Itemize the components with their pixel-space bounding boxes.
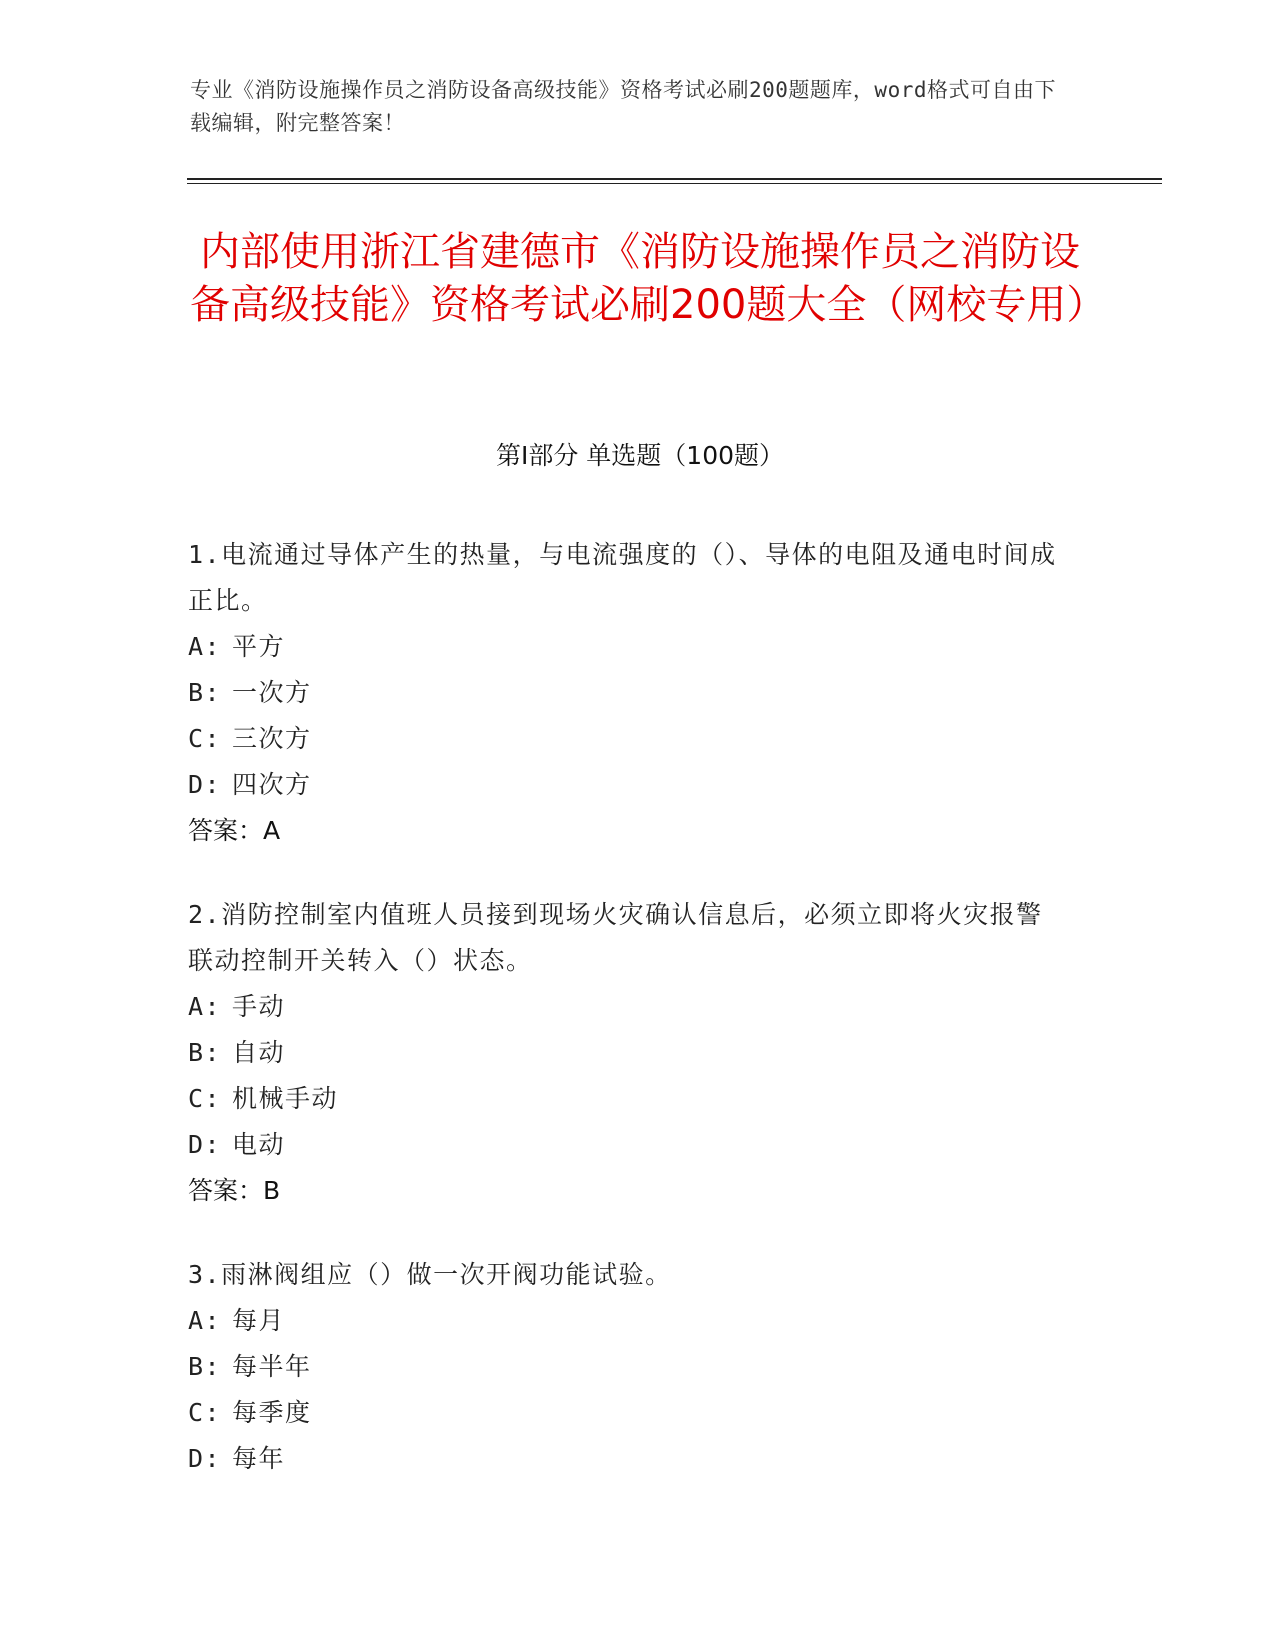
- option-key: A:: [188, 1306, 222, 1335]
- option-key: C:: [188, 724, 222, 753]
- option-text: 每季度: [232, 1398, 312, 1427]
- option-key: C:: [188, 1398, 222, 1427]
- answer-line: 答案：A: [188, 816, 281, 845]
- option-a: [188, 984, 1068, 1030]
- option-key: B:: [188, 1352, 222, 1381]
- option-text: 每月: [232, 1306, 286, 1335]
- option-b: [188, 1030, 1068, 1076]
- option-text: 每半年: [232, 1352, 312, 1381]
- option-text: 平方: [232, 632, 286, 661]
- option-text: 每年: [232, 1444, 286, 1473]
- option-text: 一次方: [232, 678, 312, 707]
- option-d: [188, 1436, 1068, 1482]
- option-b: [188, 1344, 1068, 1390]
- question-3: [188, 1252, 1068, 1482]
- option-key: D:: [188, 1130, 222, 1159]
- question-stem: 3.雨淋阀组应（）做一次开阀功能试验。: [188, 1260, 672, 1289]
- option-d: [188, 762, 1068, 808]
- option-c: [188, 1076, 1068, 1122]
- option-key: C:: [188, 1084, 222, 1113]
- document-title: 内部使用浙江省建德市《消防设施操作员之消防设备高级技能》资格考试必刷200题大全（网校专用）: [190, 229, 1107, 328]
- header-note: 专业《消防设施操作员之消防设备高级技能》资格考试必刷200题题库，word格式可自由下载编辑，附完整答案！: [190, 78, 1056, 135]
- section-heading: 第Ⅰ部分 单选题（100题）: [495, 441, 785, 470]
- header-divider-thin: [187, 183, 1162, 184]
- option-key: A:: [188, 992, 222, 1021]
- option-text: 自动: [232, 1038, 286, 1067]
- option-key: B:: [188, 678, 222, 707]
- option-c: [188, 716, 1068, 762]
- option-text: 四次方: [232, 770, 312, 799]
- answer-line: 答案：B: [188, 1176, 281, 1205]
- header-divider-thick: [187, 178, 1162, 180]
- option-text: 手动: [232, 992, 286, 1021]
- option-text: 机械手动: [232, 1084, 339, 1113]
- question-2: [188, 892, 1068, 1214]
- question-stem: 1.电流通过导体产生的热量，与电流强度的（）、导体的电阻及通电时间成正比。: [188, 540, 1057, 615]
- question-1: [188, 532, 1068, 854]
- option-key: B:: [188, 1038, 222, 1067]
- option-key: A:: [188, 632, 222, 661]
- option-key: D:: [188, 1444, 222, 1473]
- option-c: [188, 1390, 1068, 1436]
- option-text: 三次方: [232, 724, 312, 753]
- option-text: 电动: [232, 1130, 286, 1159]
- option-a: [188, 624, 1068, 670]
- option-d: [188, 1122, 1068, 1168]
- question-list: [188, 532, 1068, 1520]
- question-stem: 2.消防控制室内值班人员接到现场火灾确认信息后，必须立即将火灾报警联动控制开关转入（）状态。: [188, 900, 1043, 975]
- option-a: [188, 1298, 1068, 1344]
- option-b: [188, 670, 1068, 716]
- option-key: D:: [188, 770, 222, 799]
